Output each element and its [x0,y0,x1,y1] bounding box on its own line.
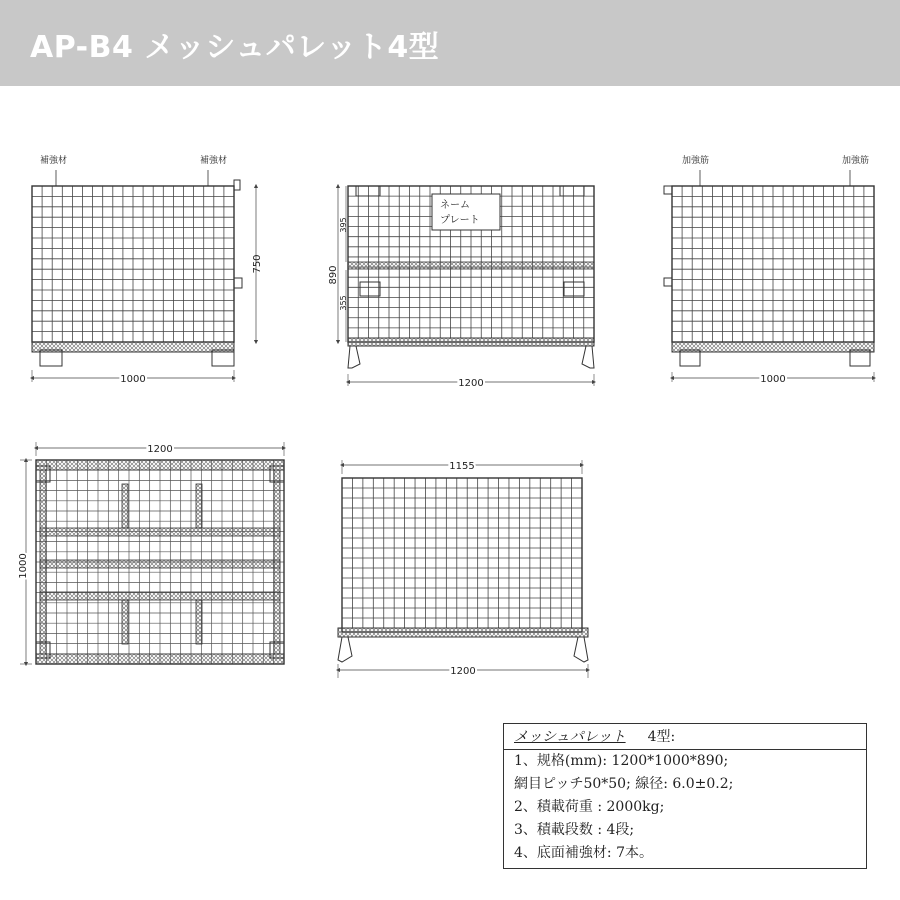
name-plate-line1: ネーム [440,200,470,211]
front-view [328,186,594,389]
mesh-grid [342,478,582,628]
leg [338,637,352,662]
label-reinforcement-left: 加強筋 [682,156,710,166]
dim-height-upper: 395 [339,217,348,233]
side-view-left [32,154,263,385]
leg [574,637,588,662]
reinforcement-bar [348,262,594,269]
label-reinforcement-right: 加強筋 [842,156,870,166]
dim-width: 1000 [760,374,786,385]
header-bar [0,0,900,86]
dim-bottom-width: 1200 [450,666,476,677]
mesh-grid [32,186,234,342]
base-frame [338,628,588,637]
leg [582,346,594,368]
spec-line-load: 2、積載荷重 : 2000kg; [514,799,665,815]
label-reinforcement-right: 補強材 [200,156,228,166]
spec-line-size: 1、规格(mm): 1200*1000*890; [514,753,729,769]
spec-line-reinforcement: 4、底面補強材: 7本。 [514,845,653,861]
base-frame [348,338,594,346]
panel-view [338,460,588,678]
spec-line-mesh: 網目ピッチ50*50; 線径: 6.0±0.2; [514,776,734,792]
dim-height-total: 890 [328,265,339,285]
spec-title-row [504,724,866,750]
spec-line-stacking: 3、積載段数 : 4段; [514,822,635,838]
spec-table [503,723,867,869]
dim-depth: 1000 [18,553,29,579]
page-title: AP-B4 メッシュパレット4型 [30,30,440,65]
dim-top-width: 1155 [449,461,475,472]
name-plate-line2: プレート [440,215,480,226]
dim-width: 1200 [147,444,173,455]
top-view [18,442,284,664]
label-reinforcement-left: 補強材 [40,156,68,166]
leg [348,346,360,368]
dim-width: 1200 [458,378,484,389]
dim-width: 1000 [120,374,146,385]
base-frame [672,342,874,352]
spec-title: メッシュパレット [514,729,626,745]
mesh-grid [672,186,874,342]
dim-height-lower: 355 [339,295,348,311]
dim-height: 750 [252,254,263,274]
side-view-right [664,154,874,385]
spec-model: 4型: [647,729,676,745]
